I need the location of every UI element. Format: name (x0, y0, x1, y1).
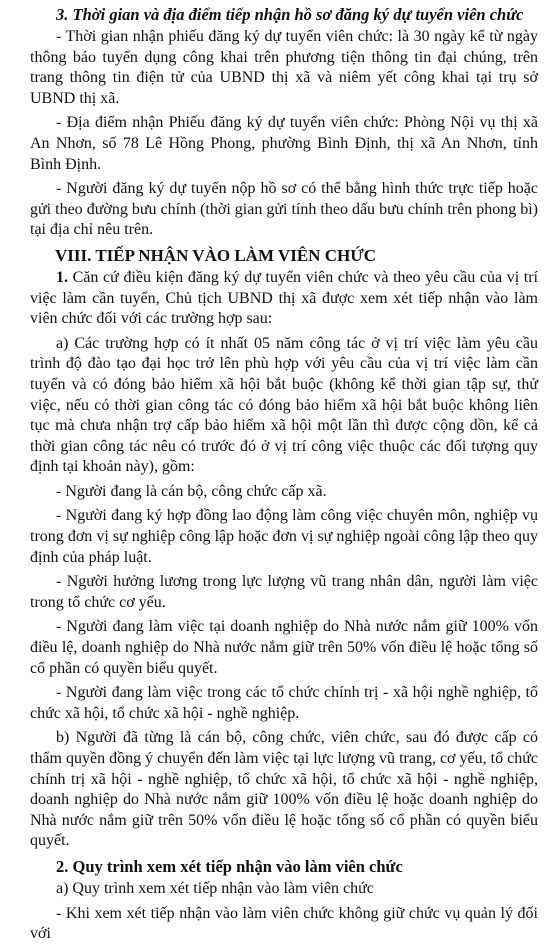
point-a-item-5: - Người đang làm việc trong các tổ chức chính trị - xã hội nghề nghiệp, tổ chức xã hội, tổ chức xã hội - nghề nghiệp. (30, 684, 538, 722)
clause-1-point-a: a) Các trường hợp có ít nhất 05 năm công tác ở vị trí việc làm yêu cầu trình độ đào tạo đại học trở lên phù hợp với yêu cầu của vị trí việc làm cần tuyển và có đóng bảo hiểm xã hội bắt buộc (không kể thời gian tập sự, thử việc, nếu có thời gian công tác có đóng bảo hiểm xã hội bắt buộc không liên tục mà chưa nhận trợ cấp bảo hiểm xã hội một lần thì được cộng dồn, kể cả thời gian công tác nêu có trước đó ở vị trí công việc thuộc các đối tượng quy định tại khoản này), gồm: (30, 334, 538, 476)
clause-1-point-b: b) Người đã từng là cán bộ, công chức, viên chức, sau đó được cấp có thẩm quyền đồng ý chuyển đến làm việc tại lực lượng vũ trang, cơ yếu, tổ chức chính trị xã hội - nghề nghiệp, tổ chức xã hội, tổ chức xã hội - nghề nghiệp, doanh nghiệp do Nhà nước nắm giữ 100% vốn điều lệ hoặc doanh nghiệp do Nhà nước nắm giữ trên 50% vốn điều lệ hoặc tổng số cổ phần có quyền biểu quyết. (30, 729, 538, 850)
section-8-2-last-line: - Khi xem xét tiếp nhận vào làm viên chức không giữ chức vụ quản lý đối với (30, 904, 538, 943)
clause-1-text: Căn cứ điều kiện đăng ký dự tuyển viên chức và theo yêu cầu của vị trí việc làm cần tuyển, Chủ tịch UBND thị xã được xem xét tiếp nhận vào làm viên chức đối với các trường hợp sau: (30, 268, 538, 328)
section-8-heading: VIII. TIẾP NHẬN VÀO LÀM VIÊN CHỨC (55, 245, 376, 265)
section-8-clause-1 (30, 268, 538, 330)
section-8-2-point-a: a) Quy trình xem xét tiếp nhận vào làm viên chức (56, 879, 374, 897)
section-3-receipt-time: - Thời gian nhận phiếu đăng ký dự tuyển viên chức: là 30 ngày kể từ ngày thông báo tuyển dụng công khai trên phương tiện thông tin đại chúng, trên trang thông tin điện tử của UBND thị xã và niêm yết công khai tại trụ sở UBND thị xã. (30, 28, 538, 107)
section-3-receipt-location: - Địa điểm nhận Phiếu đăng ký dự tuyển viên chức: Phòng Nội vụ thị xã An Nhơn, số 78 Lê Hồng Phong, phường Bình Định, thị xã An Nhơn, tỉnh Bình Định. (30, 114, 538, 173)
point-a-item-3: - Người hưởng lương trong lực lượng vũ trang nhân dân, người làm việc trong tổ chức cơ yếu. (30, 573, 538, 611)
point-a-item-1: - Người đang là cán bộ, công chức cấp xã. (56, 482, 327, 500)
point-a-item-2: - Người đang ký hợp đồng lao động làm công việc chuyên môn, nghiệp vụ trong đơn vị sự nghiệp công lập hoặc đơn vị sự nghiệp ngoài công lập theo quy định của pháp luật. (30, 507, 538, 566)
section-8-2-heading: 2. Quy trình xem xét tiếp nhận vào làm viên chức (56, 856, 403, 876)
section-3-submission-method: - Người đăng ký dự tuyển nộp hồ sơ có thể bằng hình thức trực tiếp hoặc gửi theo đường bưu chính (thời gian gửi tính theo dấu bưu chính trên phong bì) tại địa chỉ nêu trên. (30, 180, 538, 239)
point-a-item-4: - Người đang làm việc tại doanh nghiệp do Nhà nước nắm giữ 100% vốn điều lệ, doanh nghiệp do Nhà nước nắm giữ trên 50% vốn điều lệ hoặc tổng số cổ phần có quyền biểu quyết. (30, 618, 538, 677)
section-3-heading: 3. Thời gian và địa điểm tiếp nhận hồ sơ đăng ký dự tuyển viên chức (56, 5, 524, 24)
clause-1-number: 1. (56, 268, 68, 286)
